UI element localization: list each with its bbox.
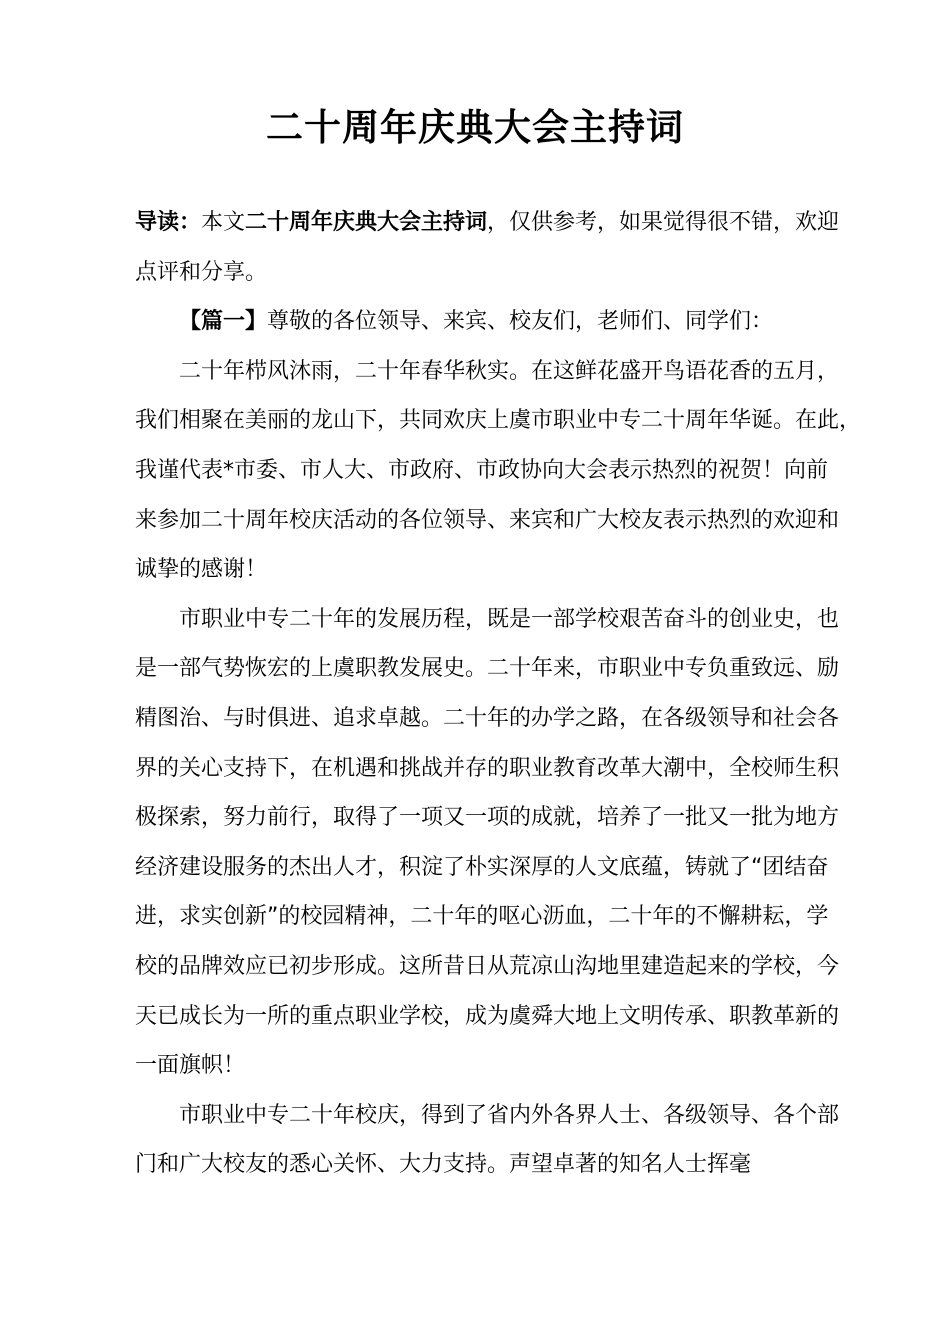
section-label: 【篇一】 bbox=[179, 309, 268, 335]
paragraph-line: 进，求实创新”的校园精神，二十年的呕心沥血，二十年的不懈耕耘，学 bbox=[135, 904, 829, 930]
intro-line-1 bbox=[135, 198, 840, 248]
document-title: 二十周年庆典大会主持词 bbox=[266, 106, 684, 149]
intro-bold-title: 二十周年庆典大会主持词 bbox=[245, 210, 488, 235]
paragraph-line: 市职业中专二十年的发展历程，既是一部学校艰苦奋斗的创业史，也 bbox=[179, 606, 840, 632]
paragraph-line: 界的关心支持下，在机遇和挑战并存的职业教育改革大潮中，全校师生积 bbox=[135, 755, 840, 781]
intro-prefix: 本文 bbox=[201, 210, 246, 235]
paragraph-line: 校的品牌效应已初步形成。这所昔日从荒凉山沟地里建造起来的学校，今 bbox=[135, 953, 840, 979]
paragraph-line: 二十年栉风沐雨，二十年春华秋实。在这鲜花盛开鸟语花香的五月， bbox=[179, 358, 840, 384]
intro-suffix: ，仅供参考，如果觉得很不错，欢迎 bbox=[487, 210, 840, 235]
section-heading bbox=[135, 297, 825, 347]
paragraph-line: 我谨代表*市委、市人大、市政府、市政协向大会表示热烈的祝贺！向前 bbox=[135, 457, 829, 483]
intro-line-2: 点评和分享。 bbox=[135, 259, 268, 285]
section-salutation: 尊敬的各位领导、来宾、校友们，老师们、同学们： bbox=[267, 309, 774, 335]
paragraph-line: 我们相聚在美丽的龙山下，共同欢庆上虞市职业中专二十周年华诞。在此， bbox=[135, 408, 862, 434]
paragraph-line: 一面旗帜！ bbox=[135, 1053, 246, 1079]
paragraph-line: 来参加二十周年校庆活动的各位领导、来宾和广大校友表示热烈的欢迎和 bbox=[135, 507, 840, 533]
paragraph-line: 精图治、与时俱进、追求卓越。二十年的办学之路，在各级领导和社会各 bbox=[135, 705, 840, 731]
paragraph-line: 极探索，努力前行，取得了一项又一项的成就，培养了一批又一批为地方 bbox=[135, 805, 840, 831]
intro-label: 导读： bbox=[135, 210, 202, 235]
paragraph-line: 门和广大校友的悉心关怀、大力支持。声望卓著的知名人士挥毫 bbox=[135, 1152, 752, 1178]
document-body bbox=[135, 198, 862, 1190]
paragraph-line: 诚挚的感谢！ bbox=[135, 557, 268, 583]
paragraph-line: 市职业中专二十年校庆，得到了省内外各界人士、各级领导、各个部 bbox=[179, 1102, 840, 1128]
paragraph-line: 是一部气势恢宏的上虞职教发展史。二十年来，市职业中专负重致远、励 bbox=[135, 656, 840, 682]
paragraph-line: 经济建设服务的杰出人才，积淀了朴实深厚的人文底蕴，铸就了“团结奋 bbox=[135, 854, 829, 880]
paragraph-line: 天已成长为一所的重点职业学校，成为虞舜大地上文明传承、职教革新的 bbox=[135, 1003, 840, 1029]
